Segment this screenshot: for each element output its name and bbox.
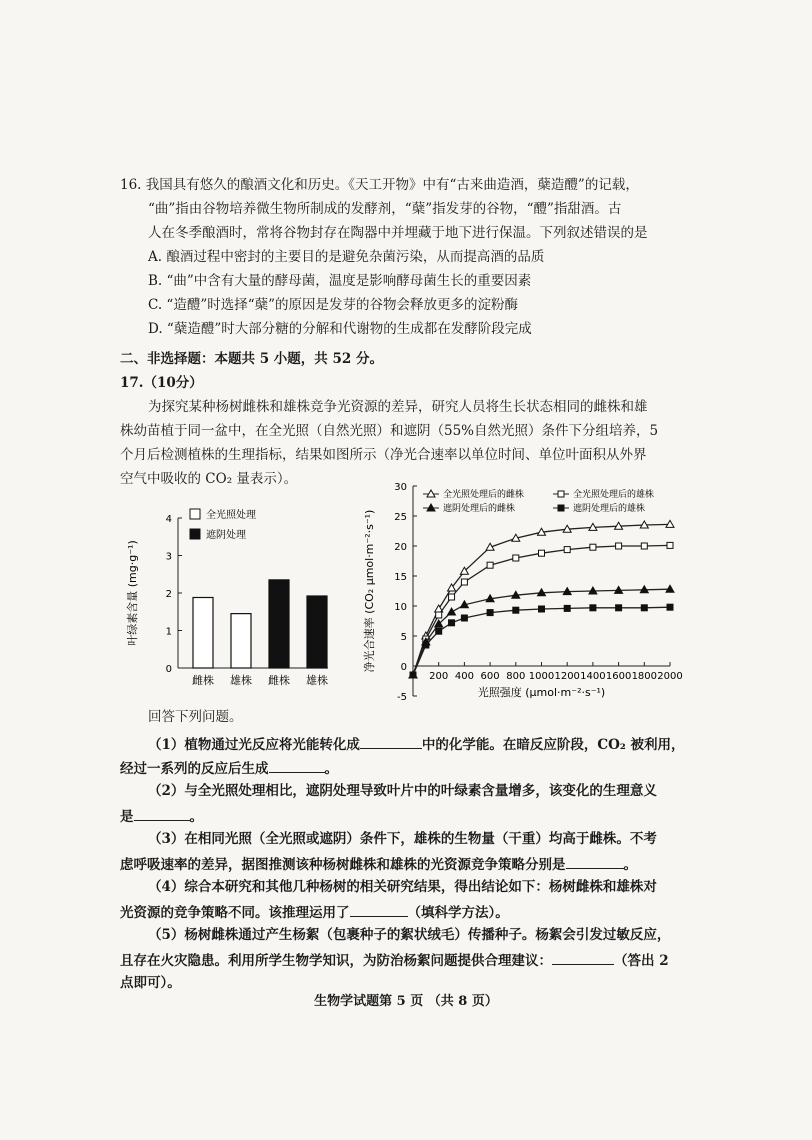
q16-stem-line3: 人在冬季酿酒时，常将谷物封存在陶器中并埋藏于地下进行保温。下列叙述错误的是 [148,225,648,241]
answer-prompt: 回答下列问题。 [148,709,243,725]
line-x-tick-label: 2000 [657,671,683,682]
line-y-tick-label: 25 [394,512,407,523]
line-y-axis-label: 净光合速率 (CO₂ μmol·m⁻²·s⁻¹) [363,509,376,673]
line-point-1 [616,543,622,549]
line-point-3 [423,642,429,648]
q17-part4-line2 [120,902,509,922]
line-point-1 [513,555,519,561]
chlorophyll-bar-chart [110,500,350,700]
line-legend-marker [558,491,564,497]
line-point-1 [461,579,467,585]
line-point-1 [539,550,545,556]
q16-option-d: D. “蘖造醴”时大部分糖的分解和代谢物的生成都在发酵阶段完成 [148,321,532,337]
q17-intro-line3: 个月后检测植株的生理指标，结果如图所示（净光合速率以单位时间、单位叶面积从外界 [120,447,647,463]
line-point-1 [449,594,455,600]
q17-intro-line1: 为探究某种杨树雌株和雄株竞争光资源的差异，研究人员将生长状态相同的雌株和雄 [148,399,648,415]
bar-y-tick-label: 3 [165,551,172,563]
q17-part4-line1: （4）综合本研究和其他几种杨树的相关研究结果，得出结论如下：杨树雌株和雄株对 [148,879,657,895]
q17-number: 17.（10分） [120,375,203,391]
bar-category-label: 雄株 [230,674,252,687]
q16-option-c: C. “造醴”时选择“蘖”的原因是发芽的谷物会释放更多的淀粉酶 [148,297,519,313]
line-point-3 [410,672,416,678]
answer-blank-2[interactable] [134,806,190,821]
q17-part5-text-c: （答出 2 [614,953,669,969]
q16-option-a: A. 酿酒过程中密封的主要目的是避免杂菌污染，从而提高酒的品质 [148,249,545,265]
q16-option-b: B. “曲”中含有大量的酵母菌，温度是影响酵母菌生长的重要因素 [148,273,532,289]
line-y-tick-label: 15 [394,572,407,583]
line-point-3 [539,606,545,612]
page-footer: 生物学试题第 5 页 （共 8 页） [314,994,498,1009]
line-x-tick-label: 1000 [528,671,555,682]
q17-part1-line2 [120,758,338,778]
answer-blank-5[interactable] [552,950,614,965]
line-y-tick-label: 5 [400,632,407,643]
line-x-tick-label: 400 [454,671,474,682]
bar-2 [269,580,289,668]
answer-blank-4[interactable] [350,902,408,917]
line-point-1 [641,543,647,549]
bar-category-label: 雌株 [268,674,290,687]
q17-part2-text-b: 是 [120,809,134,825]
line-x-tick-label: 1200 [554,671,580,682]
q17-part1-text-d: 。 [324,761,338,777]
line-x-tick-label: 1400 [580,671,606,682]
line-point-3 [461,615,467,621]
line-legend-label: 全光照处理后的雌株 [443,490,525,500]
line-point-3 [667,604,673,610]
line-y-tick-label: 30 [394,482,407,493]
line-x-tick-label: 800 [506,671,526,682]
line-chart-area [362,482,683,703]
photosynthesis-line-chart [355,478,695,703]
line-legend-marker [558,505,564,511]
line-point-1 [487,562,493,568]
line-point-3 [616,605,622,611]
q17-part5-line1: （5）杨树雌株通过产生杨絮（包裹种子的絮状绒毛）传播种子。杨絮会引发过敏反应， [148,927,671,943]
bar-1 [231,614,251,668]
line-y-tick-label: 10 [394,602,407,613]
line-x-tick-label: 1800 [631,671,658,682]
q17-part3-text-c: 。 [623,857,637,873]
q17-part1-text-c: 经过一系列的反应后生成 [120,761,269,777]
line-legend-label: 遮阴处理后的雄株 [573,504,646,514]
line-x-tick-label: 600 [480,671,500,682]
bar-category-label: 雄株 [306,674,328,687]
q17-part2-line2 [120,806,203,826]
line-point-3 [436,628,442,634]
line-point-2 [448,608,456,615]
bar-category-label: 雌株 [192,674,214,687]
q17-part3-line1: （3）在相同光照（全光照或遮阴）条件下，雄株的生物量（干重）均高于雌株。不考 [148,831,657,847]
line-legend-label: 遮阴处理后的雌株 [443,504,516,514]
q17-part1-line1 [148,734,685,754]
q17-part4-text-c: （填科学方法）。 [407,905,509,921]
q17-part1-text-a: （1）植物通过光反应将光能转化成 [148,737,360,753]
line-point-1 [667,542,673,548]
line-point-3 [641,605,647,611]
bar-y-tick-label: 2 [165,589,172,600]
line-y-tick-label: -5 [397,692,407,703]
section-heading: 二、非选择题：本题共 5 小题，共 52 分。 [120,351,383,367]
answer-blank-1a[interactable] [360,734,422,749]
line-point-3 [564,605,570,611]
q16-stem-line1: 16. 我国具有悠久的酿酒文化和历史。《天工开物》中有“古来曲造酒，蘖造醴”的记载， [120,177,639,193]
line-x-tick-label: 1600 [605,671,632,682]
q17-part5-line3: 点即可）。 [120,975,181,991]
q17-part5-line2 [120,950,669,970]
line-y-tick-label: 20 [394,542,407,553]
line-point-1 [564,547,570,553]
bar-legend-label: 全光照处理 [206,510,256,521]
bar-legend-swatch [190,529,200,539]
line-point-3 [513,607,519,613]
q17-part2-line1: （2）与全光照处理相比，遮阴处理导致叶片中的叶绿素含量增多，该变化的生理意义 [148,783,657,799]
bar-0 [193,598,213,669]
line-legend-label: 全光照处理后的雄株 [573,490,655,500]
line-point-1 [436,612,442,618]
q16-stem-line2: “曲”指由谷物培养微生物所制成的发酵剂，“蘖”指发芽的谷物，“醴”指甜酒。古 [148,201,622,217]
q17-part1-text-b: 中的化学能。在暗反应阶段，CO₂ 被利用， [421,737,685,753]
line-y-tick-label: 0 [400,662,407,673]
line-point-3 [590,605,596,611]
line-x-axis-label: 光照强度 (μmol·m⁻²·s⁻¹) [477,686,606,699]
answer-blank-3[interactable] [566,854,624,869]
line-point-3 [449,620,455,626]
bar-legend-label: 遮阴处理 [206,530,246,541]
line-point-1 [590,544,596,550]
line-point-3 [487,610,493,616]
bar-y-tick-label: 1 [165,626,172,638]
q17-part4-text-b: 光资源的竞争策略不同。该推理运用了 [120,905,350,921]
bar-legend-swatch [190,509,200,519]
q17-part3-line2 [120,854,637,874]
bar-y-tick-label: 4 [165,514,172,525]
bar-y-tick-label: 0 [165,664,172,675]
line-x-tick-label: 200 [429,671,449,682]
bar-chart-area [125,508,328,687]
q17-intro-line2: 株幼苗植于同一盆中，在全光照（自然光照）和遮阴（55%自然光照）条件下分组培养，5 [120,423,659,439]
bar-y-axis-label: 叶绿素含量 (mg·g⁻¹) [126,540,139,646]
q17-part5-text-b: 且存在火灾隐患。利用所学生物学知识，为防治杨絮问题提供合理建议： [120,953,552,969]
answer-blank-1b[interactable] [269,758,325,773]
q17-intro-line4: 空气中吸收的 CO₂ 量表示）。 [120,471,298,487]
bar-3 [307,596,327,668]
q17-part3-text-b: 虑呼吸速率的差异，据图推测该种杨树雌株和雄株的光资源竞争策略分别是 [120,857,566,873]
q17-part2-text-c: 。 [189,809,203,825]
